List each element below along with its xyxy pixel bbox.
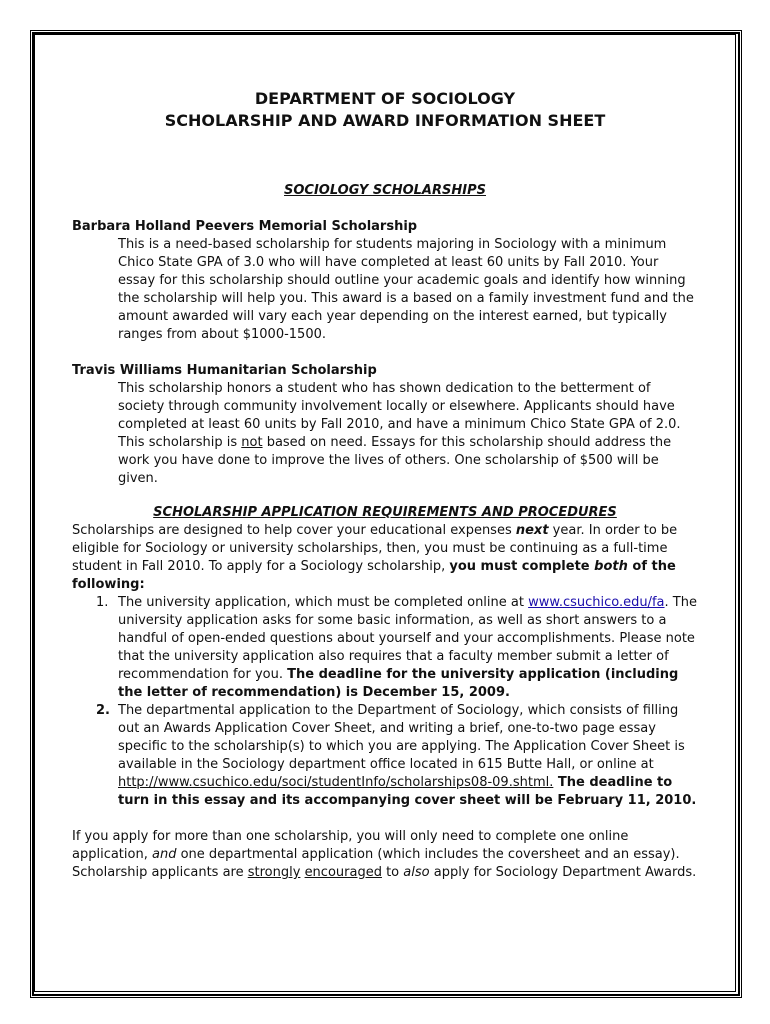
scholarship-description-williams	[118, 380, 698, 488]
intro-next: next	[515, 523, 549, 538]
closing-part-a: If you apply for more than one scholarship, you will only need to complete one online application,	[72, 829, 629, 862]
closing-part-d: apply for Sociology Department Awards.	[429, 865, 697, 880]
closing-strongly: strongly	[247, 865, 301, 880]
step-1-text-a: The university application, which must be completed online at	[118, 595, 529, 610]
intro-part-a: Scholarships are designed to help cover your educational expenses	[72, 523, 516, 538]
step-2-text-a: The departmental application to the Department of Sociology, which consists of filling out an Awards Application Cover Sheet, and writing a brief, one-to-two page essay specific to the scholarship(s) to which you are applying. The Application Cover Sheet is available in the Sociology department office located in 615 Butte Hall, or online at	[118, 703, 685, 772]
scholarship-description-peevers: This is a need-based scholarship for students majoring in Sociology with a minimum Chico State GPA of 3.0 who will have completed at least 60 units by Fall 2010. Your essay for this scholarship should outline your academic goals and identify how winning the scholarship will help you. This award is a based on a family investment fund and the amount awarded will vary each year depending on the interest earned, but typically ranges from about $1000-1500.	[118, 237, 694, 342]
closing-part-c: to	[381, 865, 404, 880]
intro-both: both	[594, 559, 628, 574]
scholarships-page-link[interactable]: http://www.csuchico.edu/soci/studentInfo/scholarships08-09.shtml.	[118, 775, 554, 790]
step-2-deadline: The deadline to turn in this essay and its accompanying cover sheet will be February 11, 2010.	[118, 775, 697, 808]
sociology-scholarships-heading: SOCIOLOGY SCHOLARSHIPS	[284, 183, 486, 198]
step-number: 1.	[96, 595, 109, 610]
williams-desc-part-b: based on need. Essays for this scholarship should address the work you have done to improve the lives of others. One scholarship of $500 will be given.	[118, 435, 672, 486]
document-body	[72, 88, 698, 882]
requirements-list	[72, 594, 698, 810]
step-1-deadline: The deadline for the university application (including the letter of recommendation) is December 15, 2009.	[118, 667, 679, 700]
closing-and: and	[151, 847, 177, 862]
requirements-intro	[72, 522, 698, 594]
closing-also: also	[403, 865, 430, 880]
scholarship-name-peevers: Barbara Holland Peevers Memorial Scholarship	[72, 219, 418, 234]
title-line-1: DEPARTMENT OF SOCIOLOGY	[254, 89, 516, 108]
list-item-university-application	[72, 594, 698, 702]
closing-paragraph	[72, 828, 698, 882]
intro-must: you must complete	[449, 559, 595, 574]
williams-desc-not: not	[241, 435, 263, 450]
williams-desc-part-a: This scholarship honors a student who has shown dedication to the betterment of society through community involvement locally or elsewhere. Applicants should have completed at least 60 units by Fall 2010, and have a minimum Chico State GPA of 2.0. This scholarship is	[118, 381, 681, 450]
step-1-text-b: . The university application asks for some basic information, as well as short answers to a handful of open-ended questions about yourself and your accomplishments. Please note that the university application also requires that a faculty member submit a letter of recommendation for you.	[118, 595, 697, 682]
title-line-2: SCHOLARSHIP AND AWARD INFORMATION SHEET	[164, 111, 606, 130]
closing-encouraged: encouraged	[304, 865, 382, 880]
closing-part-b: one departmental application (which includes the coversheet and an essay). Scholarship applicants are	[72, 847, 680, 880]
intro-part-b: year. In order to be eligible for Sociology or university scholarships, then, you must be continuing as a full-time student in Fall 2010. To apply for a Sociology scholarship,	[72, 523, 678, 574]
document-title	[72, 88, 698, 132]
requirements-heading: SCHOLARSHIP APPLICATION REQUIREMENTS AND PROCEDURES	[153, 505, 617, 520]
list-item-departmental-application	[72, 702, 698, 810]
step-number: 2.	[96, 703, 110, 718]
csuchico-fa-link[interactable]: www.csuchico.edu/fa	[528, 595, 665, 610]
scholarship-name-williams: Travis Williams Humanitarian Scholarship	[72, 363, 377, 378]
intro-following: of the following:	[72, 559, 676, 592]
